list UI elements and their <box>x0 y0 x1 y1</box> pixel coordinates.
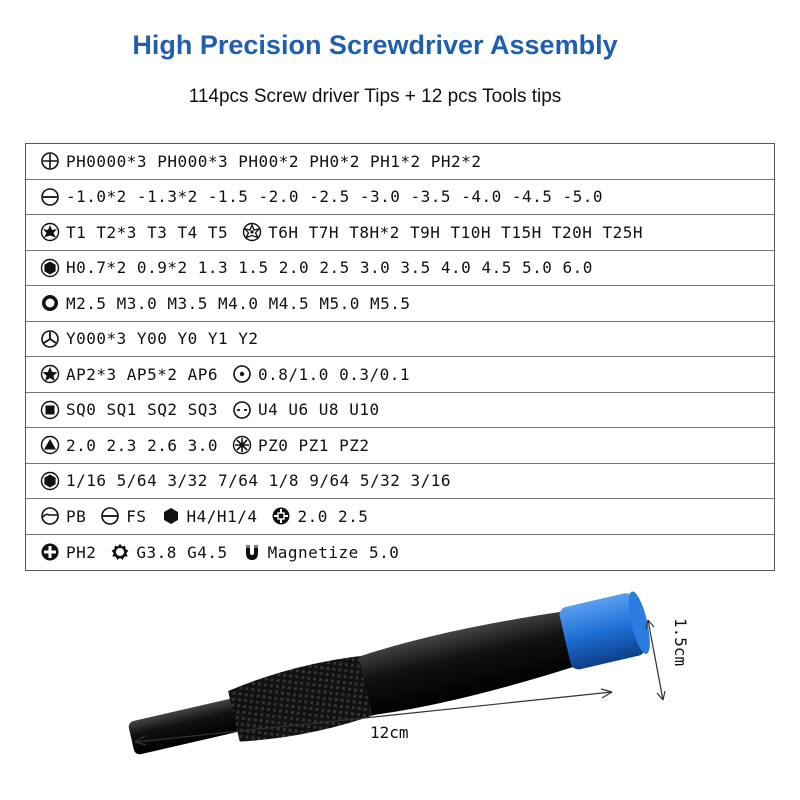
product-title: High Precision Screwdriver Assembly <box>132 30 618 60</box>
spec-text: T1 T2*3 T3 T4 T5 <box>66 222 229 242</box>
phillips-icon <box>40 151 60 171</box>
spec-row <box>26 428 774 464</box>
spec-segment <box>40 151 481 171</box>
spec-text: -1.0*2 -1.3*2 -1.5 -2.0 -2.5 -3.0 -3.5 -4.0 -4.5 -5.0 <box>66 187 604 207</box>
spec-row <box>26 499 774 535</box>
spec-text: 0.8/1.0 0.3/0.1 <box>258 364 410 384</box>
spec-segment <box>40 364 218 384</box>
spec-text: M2.5 M3.0 M3.5 M4.0 M4.5 M5.0 M5.5 <box>66 293 411 313</box>
flat-slot-icon <box>100 506 120 526</box>
spec-text: U4 U6 U8 U10 <box>258 400 380 420</box>
torx-icon <box>40 222 60 242</box>
spec-text: H0.7*2 0.9*2 1.3 1.5 2.0 2.5 3.0 3.5 4.0 4.5 5.0 6.0 <box>66 258 593 278</box>
nut-driver-icon <box>40 293 60 313</box>
spec-segment <box>232 400 380 420</box>
square-icon <box>40 400 60 420</box>
spec-text: SQ0 SQ1 SQ2 SQ3 <box>66 400 218 420</box>
magnet-icon <box>242 542 262 562</box>
spec-text: PH2 <box>66 542 97 562</box>
spec-text: FS <box>126 506 147 526</box>
spec-text: T6H T7H T8H*2 T9H T10H T15H T20H T25H <box>268 222 644 242</box>
spec-text: Y000*3 Y00 Y0 Y1 Y2 <box>66 329 259 349</box>
spec-row <box>26 215 774 251</box>
torx-hole-icon <box>242 222 262 242</box>
spec-row <box>26 144 774 180</box>
spec-segment <box>40 471 451 491</box>
length-label: 12cm <box>370 723 409 742</box>
hexagon-icon <box>161 506 181 526</box>
spec-text: Magnetize 5.0 <box>267 542 400 562</box>
clutch-icon <box>271 506 291 526</box>
spec-segment <box>242 222 643 242</box>
spec-text: AP2*3 AP5*2 AP6 <box>66 364 218 384</box>
handle <box>358 606 578 719</box>
cross-icon <box>40 542 60 562</box>
spec-segment <box>40 329 259 349</box>
spec-segment <box>242 542 400 562</box>
spec-text: PH0000*3 PH000*3 PH00*2 PH0*2 PH1*2 PH2*2 <box>66 151 482 171</box>
spec-segment <box>40 222 228 242</box>
spec-row <box>26 322 774 358</box>
spec-segment <box>161 506 258 526</box>
spec-segment <box>40 400 218 420</box>
spec-row <box>26 180 774 216</box>
spec-text: H4/H1/4 <box>186 506 258 526</box>
spec-text: PB <box>66 506 87 526</box>
spec-row <box>26 535 774 571</box>
hex-socket-icon <box>40 258 60 278</box>
spec-text: 1/16 5/64 3/32 7/64 1/8 9/64 5/32 3/16 <box>66 471 452 491</box>
spec-row <box>26 251 774 287</box>
tip-shaft <box>128 698 243 756</box>
pentalobe-icon <box>40 364 60 384</box>
spec-text: 2.0 2.5 <box>297 506 369 526</box>
spec-text: PZ0 PZ1 PZ2 <box>258 435 370 455</box>
spec-segment <box>40 542 96 562</box>
diameter-label: 1.5cm <box>671 618 690 667</box>
spec-segment <box>40 435 218 455</box>
spec-segment <box>271 506 368 526</box>
spec-segment <box>232 364 410 384</box>
gear-icon <box>110 542 130 562</box>
tri-wing-icon <box>40 329 60 349</box>
spec-text: G3.8 G4.5 <box>136 542 228 562</box>
spec-segment <box>40 187 603 207</box>
knurled-grip <box>226 652 377 748</box>
spec-text: 2.0 2.3 2.6 3.0 <box>66 435 218 455</box>
spec-row <box>26 357 774 393</box>
slotted-icon <box>40 187 60 207</box>
spec-row <box>26 286 774 322</box>
spec-segment <box>40 293 411 313</box>
spec-segment <box>100 506 146 526</box>
product-subtitle: 114pcs Screw driver Tips + 12 pcs Tools tips <box>188 86 562 107</box>
spec-table <box>25 143 775 571</box>
spec-segment <box>40 506 86 526</box>
spec-segment <box>110 542 227 562</box>
pry-bar-icon <box>40 506 60 526</box>
spec-row <box>26 393 774 429</box>
hex-inch-icon <box>40 471 60 491</box>
spec-row <box>26 464 774 500</box>
screwdriver-body <box>124 590 655 773</box>
triangle-icon <box>40 435 60 455</box>
spec-segment <box>232 435 369 455</box>
spec-segment <box>40 258 593 278</box>
dot-circle-icon <box>232 364 252 384</box>
u-type-icon <box>232 400 252 420</box>
pozidriv-icon <box>232 435 252 455</box>
